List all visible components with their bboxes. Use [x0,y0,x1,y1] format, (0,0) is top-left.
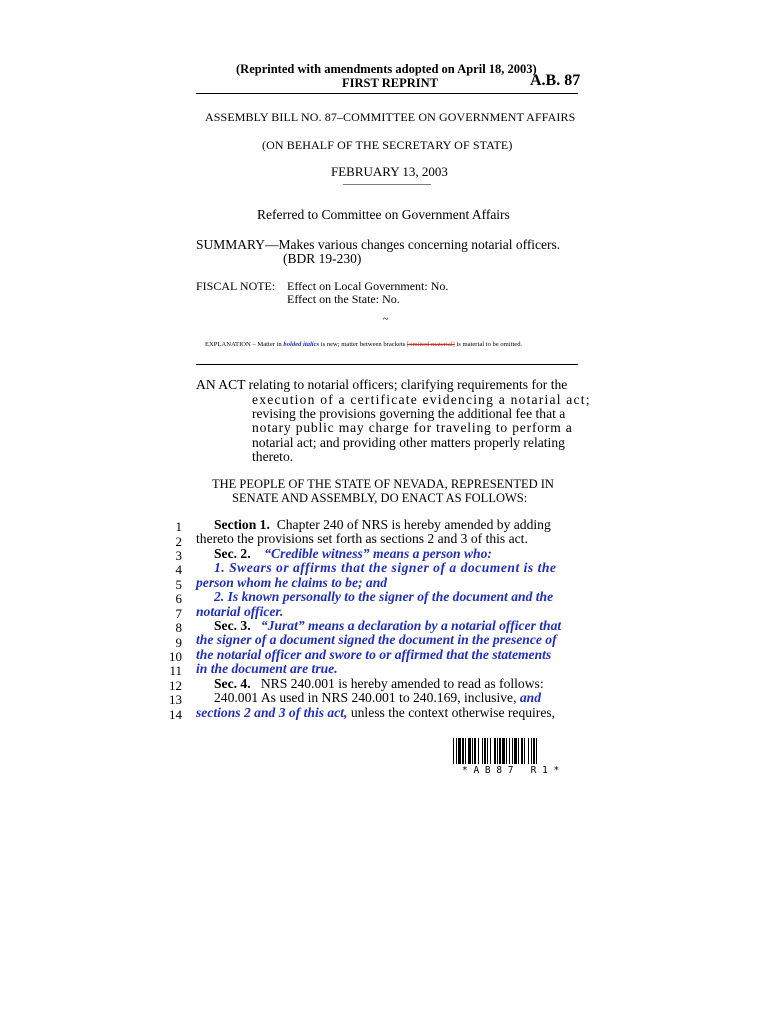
body-line-7: notarial officer. [196,604,284,619]
nrs-definition-added: and [519,690,542,705]
header-rule [196,93,578,94]
summary-line: SUMMARY—Makes various changes concerning notarial officers. [196,237,561,252]
reprint-label: FIRST REPRINT [342,76,438,90]
line-number: 8 [175,620,182,635]
line-number: 4 [175,562,182,577]
body-line-14 [196,706,555,721]
section-3-heading: Sec. 3. [214,618,251,633]
body-line-6: 2. Is known personally to the signer of the document and the [214,589,554,604]
section-4-text: NRS 240.001 is hereby amended to read as follows: [260,676,544,691]
explanation [205,341,522,348]
line-number: 6 [175,591,182,606]
tilde-mark: ~ [383,314,389,325]
section-1-heading: Section 1. [214,517,270,532]
line-number: 5 [175,577,182,592]
nrs-definition-text: 240.001 As used in NRS 240.001 to 240.169, inclusive, [214,690,517,705]
line-number: 10 [169,649,182,664]
fiscal-state: Effect on the State: No. [287,292,400,306]
line-number: 9 [175,635,182,650]
on-behalf: (ON BEHALF OF THE SECRETARY OF STATE) [262,138,513,152]
summary-bdr: (BDR 19-230) [283,251,362,266]
enacting-clause-1: THE PEOPLE OF THE STATE OF NEVADA, REPRESENTED IN [212,477,554,491]
section-3-text: “Jurat” means a declaration by a notarial officer that [260,618,562,633]
line-number: 2 [175,534,182,549]
act-line-2: execution of a certificate evidencing a notarial act; [252,392,591,407]
section-2-text: “Credible witness” means a person who: [264,546,492,561]
section-2-heading: Sec. 2. [214,546,251,561]
act-line-3: revising the provisions governing the additional fee that a [252,406,566,421]
line-number: 11 [169,663,182,678]
body-line-5: person whom he claims to be; and [196,575,388,590]
fiscal-local: Effect on Local Government: No. [287,279,449,293]
barcode-caption: * A B 8 7 R 1 * [462,765,560,776]
body-line-9: the signer of a document signed the document in the presence of [196,632,557,647]
body-line-13 [214,691,541,706]
body-line-2: thereto the provisions set forth as sections 2 and 3 of this act. [196,531,528,546]
date-rule: ———————— [343,178,431,190]
body-line-10: the notarial officer and swore to or affirmed that the statements [196,647,552,662]
explanation-rule [196,364,578,365]
body-line-11: in the document are true. [196,661,338,676]
reprint-note: (Reprinted with amendments adopted on April 18, 2003) [236,62,537,76]
barcode-image [453,738,575,764]
explanation-bold: bolded italics [283,341,320,348]
bill-title: ASSEMBLY BILL NO. 87–COMMITTEE ON GOVERNMENT AFFAIRS [205,110,576,124]
line-number: 14 [169,707,182,722]
explanation-mid: is new; matter between brackets [319,341,407,348]
bill-date: FEBRUARY 13, 2003 [331,164,448,179]
nrs-sections-added: sections 2 and 3 of this act, [196,705,348,720]
act-line-6: thereto. [252,449,294,464]
line-number: 7 [175,606,182,621]
body-line-4: 1. Swears or affirms that the signer of a document is the [214,560,557,575]
line-number: 3 [175,548,182,563]
act-line-1: AN ACT relating to notarial officers; clarifying requirements for the [196,377,568,392]
section-1-text: Chapter 240 of NRS is hereby amended by adding [276,517,551,532]
act-line-5: notarial act; and providing other matters properly relating [252,435,565,450]
fiscal-label: FISCAL NOTE: [196,279,276,293]
explanation-omit: [omitted material] [407,341,455,348]
referred-line: Referred to Committee on Government Affairs [257,207,510,222]
bill-number: A.B. 87 [530,72,581,89]
line-number: 12 [169,678,182,693]
enacting-clause-2: SENATE AND ASSEMBLY, DO ENACT AS FOLLOWS: [232,491,528,505]
act-line-4: notary public may charge for traveling to perform a [252,420,573,435]
section-4-heading: Sec. 4. [214,676,251,691]
explanation-pre: EXPLANATION – Matter in [205,341,284,348]
line-number: 13 [169,692,182,707]
explanation-post: is material to be omitted. [454,341,523,348]
line-number: 1 [175,519,182,534]
nrs-context-text: unless the context otherwise requires, [347,705,556,720]
